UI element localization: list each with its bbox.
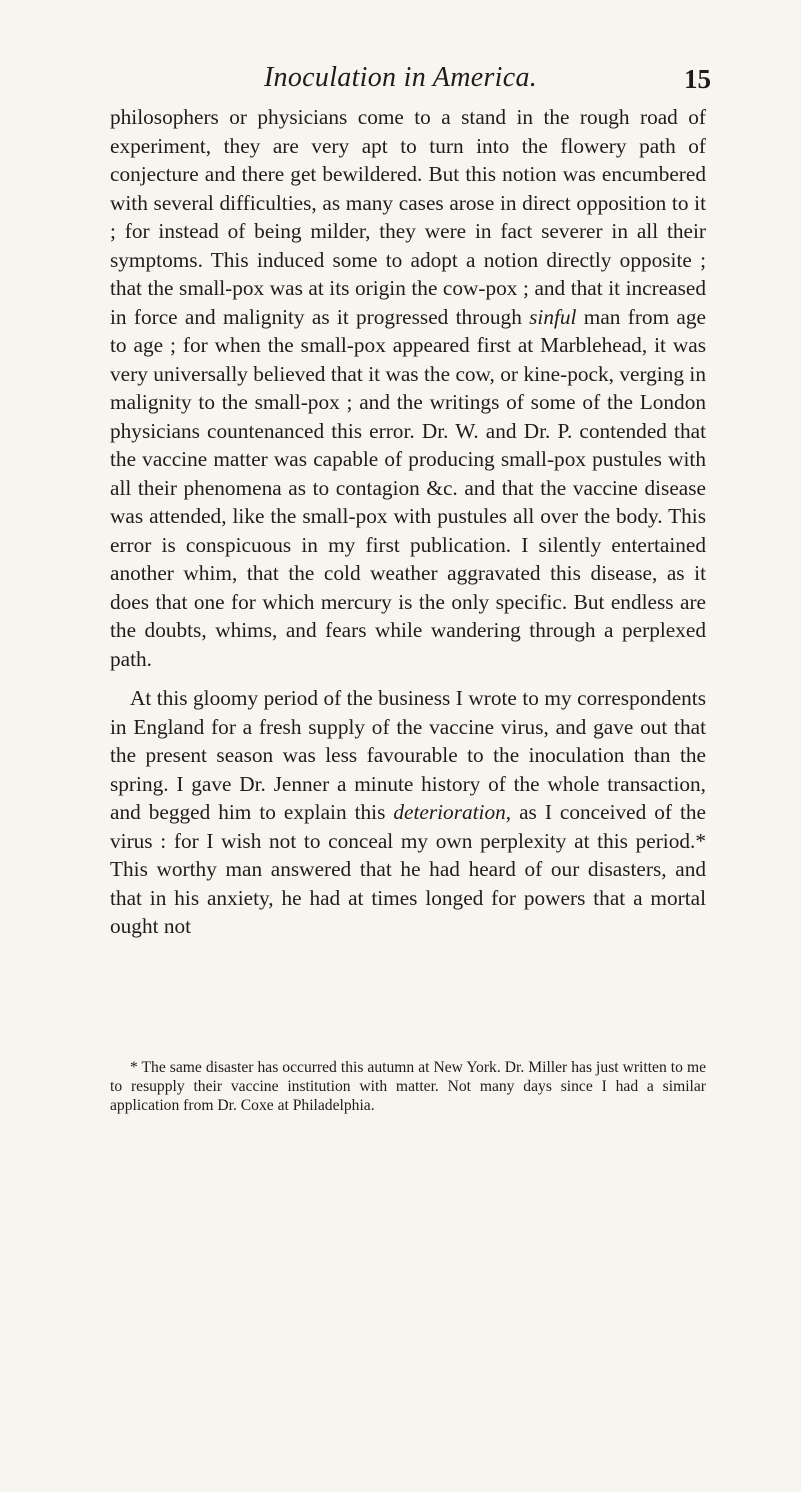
running-head: [0, 62, 801, 98]
paragraph-2: [110, 684, 706, 941]
page-number: 15: [684, 64, 711, 94]
paragraph-1-italic: sinful: [529, 304, 577, 329]
paragraph-2-italic: deterioration: [393, 800, 506, 824]
paragraph-1: [110, 103, 706, 673]
paragraph-1-text-b: man from age to age ; for when the small-pox appeared first at Marblehead, it was very universally believed that it was the cow, or kine-pock, verging in malignity to the small-pox ; and the writings of some of the London physicians countenanced this error. Dr. W. and Dr. P. contended that the vaccine matter was capable of producing small-pox pustules with all their phenomena as to contagion &c. and that the vaccine disease was attended, like the small-pox with pustules all over the body. This error is conspicuous in my first publication. I silently entertained another whim, that the cold weather aggravated this disease, as it does that one for which mercury is the only specific. But endless are the doubts, whims, and fears while wandering through a perplexed path.: [110, 304, 706, 671]
paragraph-1-text-a: philosophers or physicians come to a stand in the rough road of experiment, they are very apt to turn into the flowery path of conjecture and there get bewildered. But this notion was encumbered with several difficulties, as many cases arose in direct opposition to it ; for instead of being milder, they were in fact severer in all their symptoms. This induced some to adopt a notion directly opposite ; that the small-pox was at its origin the cow-pox ; and that it increased in force and malignity as it progressed through: [110, 105, 706, 329]
body-text: [110, 103, 706, 941]
footnote: [110, 1058, 706, 1115]
paragraph-2-text-a: At this gloomy period of the business I wrote to my correspondents in England for a fresh supply of the vaccine virus, and gave out that the present season was less favourable to the inoculation than the spring. I gave Dr. Jenner a minute history of the whole transaction, and begged him to explain this: [110, 686, 706, 824]
running-title: Inoculation in America.: [263, 62, 538, 93]
paragraph-2-text-b: , as I conceived of the virus : for I wish not to conceal my own perplexity at this period.* This worthy man answered that he had heard of our disasters, and that in his anxiety, he had at times longed for powers that a mortal ought not: [110, 800, 706, 938]
footnote-text: * The same disaster has occurred this autumn at New York. Dr. Miller has just written to me to resupply their vaccine institution with matter. Not many days since I had a similar application from Dr. Coxe at Philadelphia.: [110, 1059, 706, 1114]
